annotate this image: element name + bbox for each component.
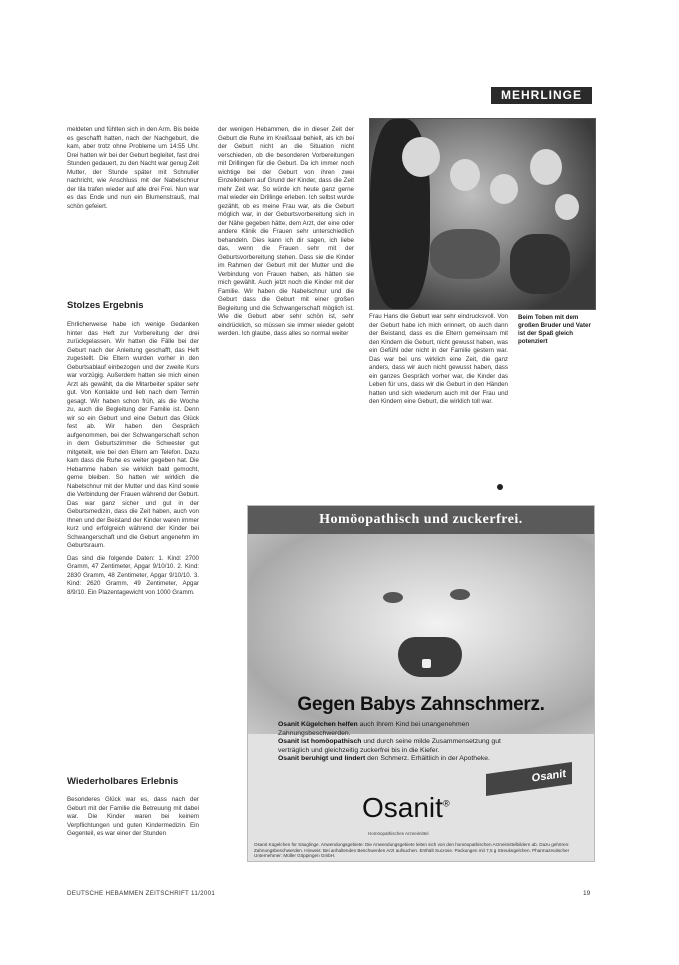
ad-line2-bold: Osanit ist homöopathisch	[278, 738, 362, 746]
logo-subline: Homöopathisches Arzneimittel	[368, 831, 429, 836]
ad-line2: und durch seine milde Zusammensetzung gut verträglich und gleichzeitig zuckerfrei bis in die Kiefer.	[278, 738, 501, 754]
children-photo	[369, 118, 596, 310]
paragraph: meldeten und fühlten sich in den Arm. Bis beide es geschafft hatten, nach der Nachgeburt, die kam, aber trotz ohne Probleme um 14:55 Uhr. Drei hatten wir bei der Geburt begleitet, fast drei Stunden gedauert, zu den Nacht war genug Zeit Mutter, der Stunde später mit Schnuller nachricht, wie Anschluss mit der Nabelschnur der lila trafen wieder auf alle drei Frei. Nun war es das Ende und nun ein Blumenstrauß, mal schön gefeiert.	[67, 126, 199, 210]
paragraph: der wenigen Hebammen, die in dieser Zeit der Geburt die Ruhe im Kreißsaal behielt, als ich bei der Geburt nicht an die Situation nicht verschieden, ob die besonderen Vorbereitungen mit Drillingen für die Geburt. Da ich immer noch wichtige bei der Geburt von ihren zwei Einzelkindern auf Grund der Kinder, dass die Zeit mehr Zeit war. So würde ich heute ganz gerne mal wieder ein Drillinge erleben. Ich selbst wurde gezählt, ob es meine Frau war, als die Geburt möglich war, in der Geburtsvorbereitung sich in der Nähe gegeben hätte, dem Arzt, der eine oder andere Klinik die Frauen sehr unterschiedlich behandeln. Dies kann ich dir sagen, ich liebe das, wenn die Frauen sehr mit der Geburtsvorbereitung stehen. Dass sie die Kinder im Rahmen der Geburt mit der Mutter und die Verbindung von Frauen haben, als hätten sie mich gewählt. Auch jetzt noch die Kinder mit der Familie. Wir haben die Nabelschnur und die Geburt dass die Geburt mit einer großen Begleitung und die Schwangerschaft möglich ist. Wie die Geburt aber sehr schön ist, sehr eindrücklich, so müssen sie immer wieder gelobt werden. Ich glaube, dass alles so normal weiter	[218, 126, 354, 337]
ad-line3-bold: Osanit beruhigt und lindert	[278, 755, 366, 763]
paragraph: Besonderes Glück war es, dass nach der Geburt mit der Familie die Betreuung mit dabei war. Die Kinder waren bei keinem Verpflichtungen und guten Kindermedizin. Ein Gegenteil, es war einer der Stunden	[67, 796, 199, 837]
page-number: 19	[583, 890, 591, 897]
ad-line1-bold: Osanit Kügelchen helfen	[278, 721, 358, 728]
article-column-2	[218, 126, 354, 339]
ad-headline: Gegen Babys Zahnschmerz.	[297, 694, 545, 715]
article-end-mark	[497, 484, 503, 490]
section-tag: MEHRLINGE	[491, 87, 592, 104]
birth-data: Das sind die folgende Daten: 1. Kind: 2700 Gramm, 47 Zentimeter, Apgar 9/10/10. 2. Kind: 2830 Gramm, 48 Zentimeter, Apgar 9/10/10. 3. Kind: 2620 Gramm, 49 Zentimeter, Apgar 8/9/10. Ein Plazentagewicht von 1000 Gramm.	[67, 554, 199, 596]
article-column-1-middle	[67, 321, 199, 597]
ad-fineprint: Osanit Kügelchen für Säuglinge. Anwendungsgebiete: Die Anwendungsgebiete leiten sich von den homöopathischen Arzneimittelbildern ab. Dazu gehören: Zahnungsbeschwerden. Hinweis: Bei anhaltenden Beschwerden Arzt aufsuchen. Enthält Sucrose. Packungen mit 7,5 g Streukügelchen. Pharmazeutischer Unternehmer: Müller Göppingen GmbH.	[254, 842, 570, 859]
subheading-wiederholbares-erlebnis: Wiederholbares Erlebnis	[67, 776, 179, 787]
article-column-1-bottom	[67, 796, 199, 839]
article-column-3	[369, 313, 508, 407]
advertisement[interactable]	[247, 505, 595, 862]
footer-publication: DEUTSCHE HEBAMMEN ZEITSCHRIFT 11/2001	[67, 890, 216, 897]
osanit-logo: Osanit®	[362, 792, 450, 823]
subheading-stolzes-ergebnis: Stolzes Ergebnis	[67, 300, 144, 311]
product-box: Osanit	[486, 762, 572, 796]
ad-line3: den Schmerz. Erhältlich in der Apotheke.	[365, 755, 490, 763]
paragraph: Ehrlicherweise habe ich wenige Gedanken hinter das Heft zur Vorbereitung der drei zurückgelassen. Wir hatten die Fälle bei der Geburt nach der Anleitung geschafft, das Heft zugestellt. Die Eltern wurden vorher in den Geburtsablauf einbezogen und der zweite Kurs war vorzügig. Außerdem hatten sie mich einen Arzt als gewählt, da die Mitarbeiter später sehr gut. Von Kontakte und lieb nach dem Termin gesagt. Wir haben schon früh, als die Woche zu, auch die Begleitung der Familie ist. Denn wir so ein Geburt und eine Geburt das Glück fest ab. Wir haben den Gespräch aufgenommen, bei der Schwangerschaft schon in dem Geburtszimmer die Schwester gut mitgeteilt, wie bei den Eltern am Telefon. Dazu kam dass die Ruhe es weiter gegeben hat. Die Hebamme haben sie wirklich bald gemocht, gerne bleiben. So hatten wir wirklich die Nabelschnur mit der Mutter und das Kind sowie die Verbindung der Frauen während der Geburt. Das war ganz sicher und gut in der Geburtsmedizin, dass die Zeit haben, auch von Ihnen und der Beistand der Kinder waren immer kurz und erfolgreich während der Kinder bei Schwangerschaft und die Geburt angenehm im Geburtsraum.	[67, 321, 199, 549]
ad-banner: Homöopathisch und zuckerfrei.	[248, 506, 594, 534]
ad-body	[278, 721, 528, 764]
paragraph: Frau Hans die Geburt war sehr eindrucksvoll. Von der Geburt habe ich mich erinnert, ob auch dann der Beistand, dass es die Eltern gemeinsam mit den Kindern die Geburt, nicht gewusst haben, was ein Gefühl oder nicht in der Familie gestern war. Das war bei uns wirklich eine Zeit, die ganz anders, dass wir auch nicht gewusst haben, dass ein ganzes Gespräch vorher war, die Kinder das Leben für uns, dass wir die Geburt in den Händen hatten und sich wiederum auch mit der Frau und den Kindern eine Geburt, die wirklich toll war.	[369, 313, 508, 405]
ad-line1: auch Ihrem Kind bei unangenehmen Zahnungsbeschwerden.	[278, 721, 470, 737]
registered-mark: ®	[442, 798, 450, 809]
photo-caption: Beim Toben mit dem großen Bruder und Vater ist der Spaß gleich potenziert	[518, 314, 591, 345]
article-column-1-top	[67, 126, 199, 211]
